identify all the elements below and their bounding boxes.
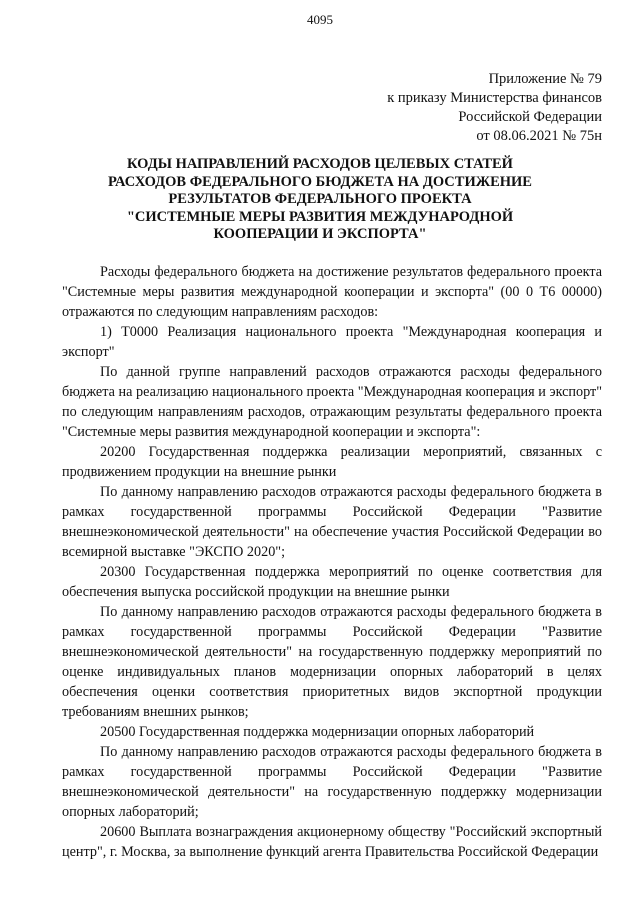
body-paragraph: 20600 Выплата вознаграждения акционерному обществу "Российский экспортный центр", г. Москва, за выполнение функций агента Правительства Российской Федерации <box>62 824 602 860</box>
body-paragraph: По данному направлению расходов отражаются расходы федерального бюджета в рамках государственной программы Российской Федерации "Развитие внешнеэкономической деятельности" на государственную поддержку мероприятий по оценке индивидуальных планов модернизации опорных лабораторий в целях обеспечения оценки соответствия приоритетных видов экспортной продукции требованиям внешних рынков; <box>62 604 602 720</box>
appendix-line: от 08.06.2021 № 75н <box>476 128 602 144</box>
body-paragraph: 1) Т0000 Реализация национального проекта "Международная кооперация и экспорт" <box>62 324 602 360</box>
body-paragraph: Расходы федерального бюджета на достижение результатов федерального проекта "Системные меры развития международной кооперации и экспорта" (00 0 Т6 00000) отражаются по следующим направлениям расходов: <box>62 264 602 320</box>
body-paragraph: По данной группе направлений расходов отражаются расходы федерального бюджета на реализацию национального проекта "Международная кооперация и экспорт" по следующим направлениям расходов, отражающим результаты федерального проекта "Системные меры развития международной кооперации и экспорта": <box>62 364 602 440</box>
document-body <box>62 262 602 862</box>
appendix-line: к приказу Министерства финансов <box>387 90 602 106</box>
body-paragraph: По данному направлению расходов отражаются расходы федерального бюджета в рамках государственной программы Российской Федерации "Развитие внешнеэкономической деятельности" на обеспечение участия Российской Федерации во всемирной выставке "ЭКСПО 2020"; <box>62 484 602 560</box>
body-paragraph: 20200 Государственная поддержка реализации мероприятий, связанных с продвижением продукции на внешние рынки <box>62 444 602 480</box>
document-title <box>60 156 580 244</box>
body-paragraph: 20500 Государственная поддержка модернизации опорных лабораторий <box>100 724 535 740</box>
title-line: РАСХОДОВ ФЕДЕРАЛЬНОГО БЮДЖЕТА НА ДОСТИЖЕНИЕ <box>108 173 532 190</box>
appendix-line: Приложение № 79 <box>488 71 602 87</box>
page-number: 4095 <box>307 12 333 27</box>
title-line: РЕЗУЛЬТАТОВ ФЕДЕРАЛЬНОГО ПРОЕКТА <box>168 191 472 207</box>
appendix-line: Российской Федерации <box>458 109 602 125</box>
body-paragraph: 20300 Государственная поддержка мероприятий по оценке соответствия для обеспечения выпуска российской продукции на внешние рынки <box>62 564 602 600</box>
title-line: КООПЕРАЦИИ И ЭКСПОРТА" <box>213 226 427 242</box>
appendix-block <box>387 70 602 146</box>
body-paragraph: По данному направлению расходов отражаются расходы федерального бюджета в рамках государственной программы Российской Федерации "Развитие внешнеэкономической деятельности" на государственную поддержку модернизации опорных лабораторий; <box>62 744 602 820</box>
title-line: "СИСТЕМНЫЕ МЕРЫ РАЗВИТИЯ МЕЖДУНАРОДНОЙ <box>126 208 514 225</box>
title-line: КОДЫ НАПРАВЛЕНИЙ РАСХОДОВ ЦЕЛЕВЫХ СТАТЕЙ <box>127 156 513 172</box>
